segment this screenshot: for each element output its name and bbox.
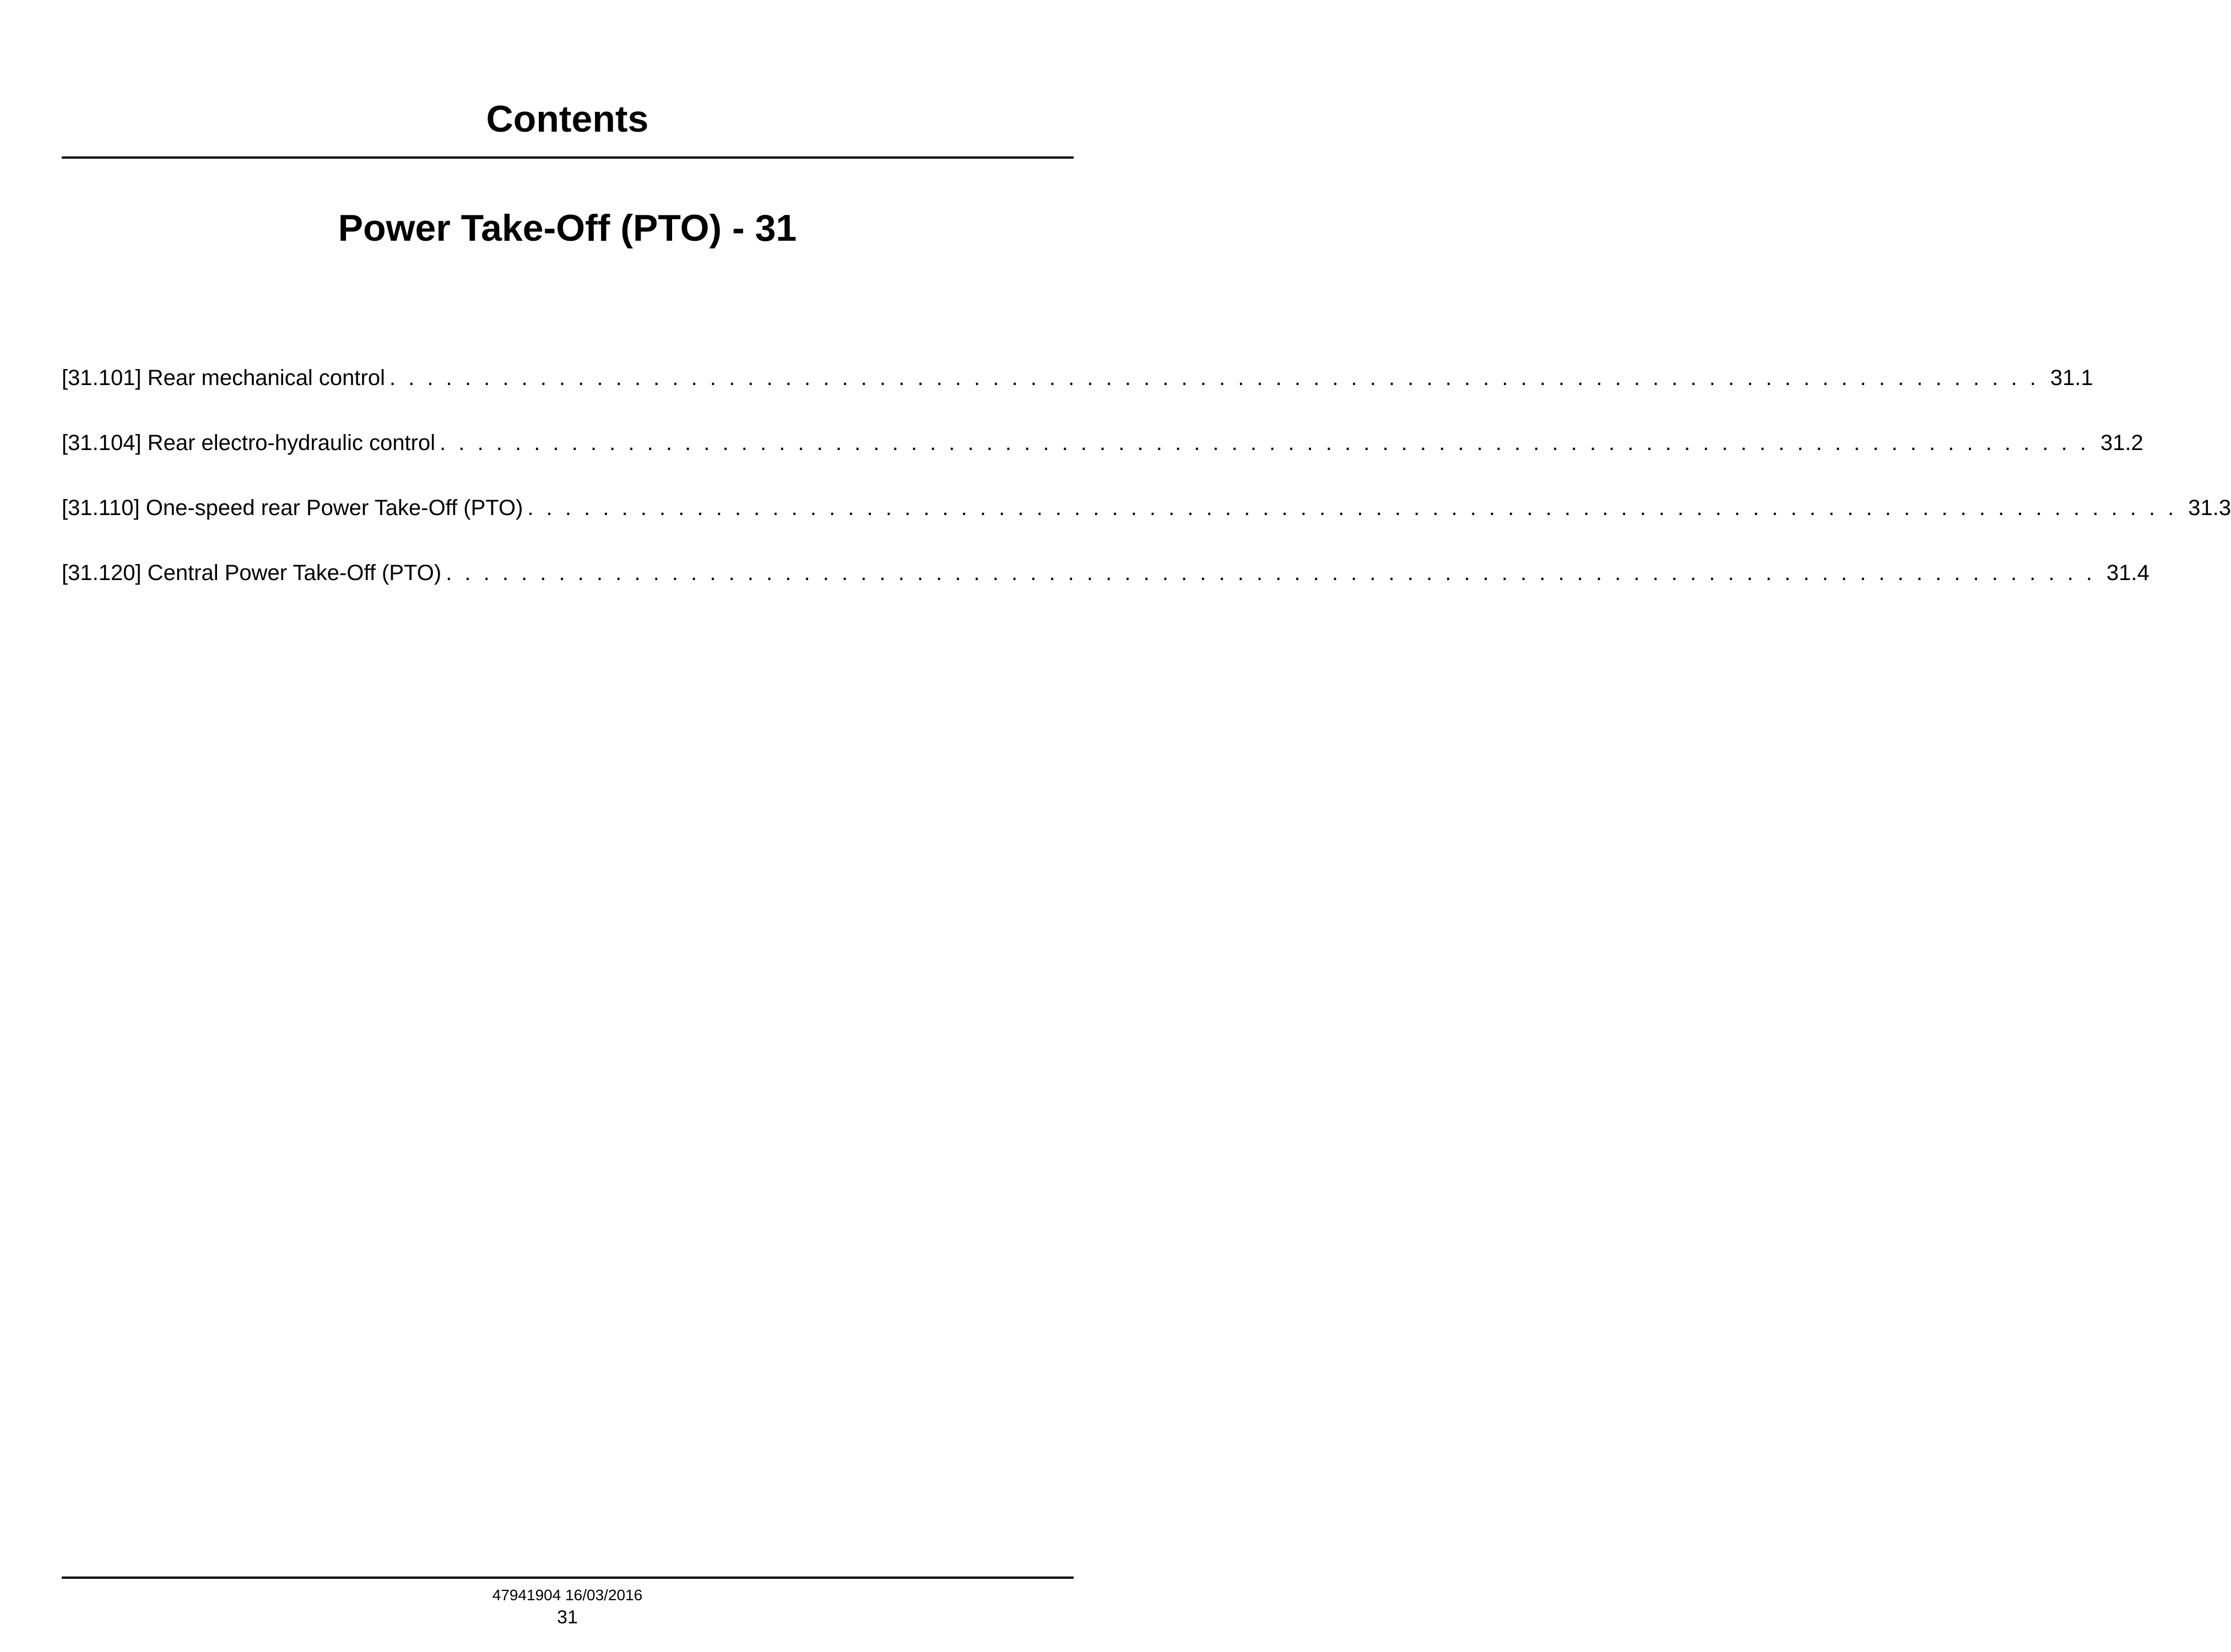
toc-entry-label: [31.120] Central Power Take-Off (PTO) (62, 561, 442, 585)
section-title: Power Take-Off (PTO) - 31 (338, 207, 797, 249)
toc-entry-page: 31.2 (2100, 431, 2143, 455)
toc-dot-leader: . . . . . . . . . . . . . . . . . . . . . . . . . . . . . . . . . . . . . . . . . . . . . . . . . . . . . . . . . . . . . . . . . . . . . . . . . . . . . . . . . . . . . . . . (446, 561, 2096, 585)
toc-entry-page: 31.1 (2050, 366, 2093, 390)
page-title: Contents (486, 98, 649, 140)
table-of-contents (62, 362, 2231, 622)
toc-entry[interactable] (62, 427, 2143, 492)
toc-entry-label: [31.104] Rear electro-hydraulic control (62, 431, 436, 455)
toc-entry-label: [31.101] Rear mechanical control (62, 366, 385, 390)
toc-entry-label: [31.110] One-speed rear Power Take-Off (PTO) (62, 496, 523, 520)
toc-entry-page: 31.4 (2107, 561, 2149, 585)
footer-divider (62, 1577, 1074, 1579)
toc-dot-leader: . . . . . . . . . . . . . . . . . . . . . . . . . . . . . . . . . . . . . . . . . . . . . . . . . . . . . . . . . . . . . . . . . . . . . . . . . . . . . . . . . . . . . . . . (527, 496, 2178, 520)
toc-entry[interactable] (62, 557, 2149, 622)
header-divider (62, 156, 1074, 159)
toc-entry[interactable] (62, 362, 2093, 427)
page-footer (0, 1585, 1135, 1629)
document-reference: 47941904 16/03/2016 (492, 1586, 643, 1604)
toc-dot-leader: . . . . . . . . . . . . . . . . . . . . . . . . . . . . . . . . . . . . . . . . . . . . . . . . . . . . . . . . . . . . . . . . . . . . . . . . . . . . . . . . . . . . . . . . (389, 366, 2039, 390)
toc-entry-page: 31.3 (2188, 496, 2231, 520)
toc-entry[interactable] (62, 492, 2231, 557)
toc-dot-leader: . . . . . . . . . . . . . . . . . . . . . . . . . . . . . . . . . . . . . . . . . . . . . . . . . . . . . . . . . . . . . . . . . . . . . . . . . . . . . . . . . . . . . . . . (440, 431, 2089, 455)
page-number: 31 (557, 1607, 578, 1628)
